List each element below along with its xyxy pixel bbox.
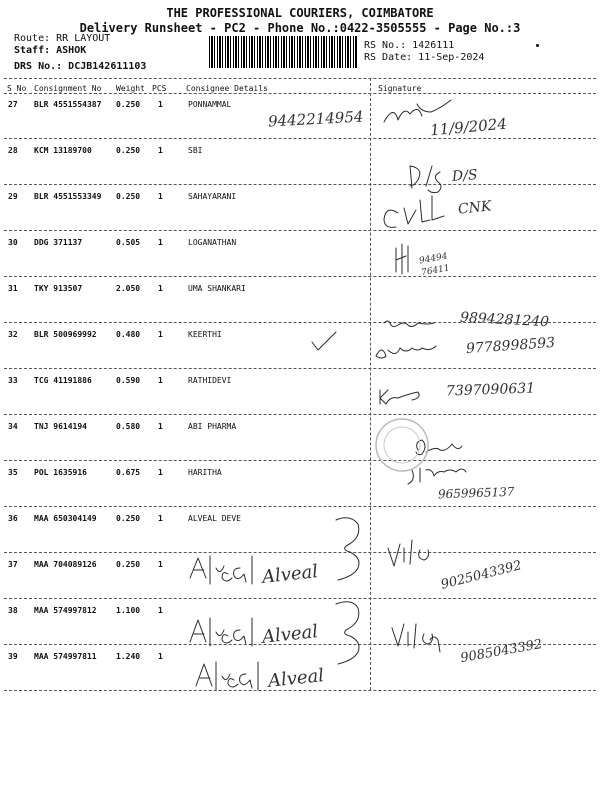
pcs-cell: 1: [158, 560, 163, 569]
pcs-cell: 1: [158, 330, 163, 339]
consignment-cell: MAA 704089126: [34, 560, 97, 569]
handwritten-name-39: Alveal: [267, 665, 326, 692]
weight-cell: 0.250: [116, 192, 141, 201]
pcs-cell: 1: [158, 468, 163, 477]
weight-cell: 1.100: [116, 606, 141, 615]
handwritten-phone-39: 9085043392: [459, 636, 544, 667]
weight-cell: 0.250: [116, 514, 141, 523]
rs-number: RS No.: 1426111: [364, 40, 455, 51]
handwritten-phone-35: 9659965137: [437, 484, 515, 502]
handwritten-phone-37: 9025043392: [439, 558, 524, 593]
weight-cell: 0.250: [116, 146, 141, 155]
consignment-cell: TKY 913507: [34, 284, 83, 293]
consignment-cell: POL 1635916: [34, 468, 87, 477]
sno-cell: 28: [8, 146, 18, 155]
consignment-cell: BLR 500969992: [34, 330, 97, 339]
consignee-cell: ABI PHARMA: [188, 422, 237, 431]
pcs-cell: 1: [158, 606, 163, 615]
consignment-cell: BLR 4551554387: [34, 100, 102, 109]
weight-cell: 0.580: [116, 422, 141, 431]
sno-cell: 36: [8, 514, 18, 523]
weight-cell: 0.480: [116, 330, 141, 339]
staff-label: Staff: ASHOK: [14, 45, 87, 56]
consignee-cell: PONNAMMAL: [188, 100, 232, 109]
handwritten-phone-32: 9778998593: [465, 334, 556, 358]
consignee-cell: LOGANATHAN: [188, 238, 237, 247]
handwritten-name-38: Alveal: [261, 621, 320, 648]
runsheet-subtitle: Delivery Runsheet - PC2 - Phone No.:0422-3505555 - Page No.:3: [79, 21, 521, 35]
sno-cell: 35: [8, 468, 18, 477]
pcs-cell: 1: [158, 376, 163, 385]
col-header-pcs: PCS: [152, 84, 167, 93]
weight-cell: 2.050: [116, 284, 141, 293]
handwritten-date-27: 11/9/2024: [429, 114, 508, 140]
route-label: Route: RR LAYOUT: [14, 33, 111, 44]
company-title: THE PROFESSIONAL COURIERS, COIMBATORE: [166, 6, 434, 20]
pcs-cell: 1: [158, 422, 163, 431]
sno-cell: 29: [8, 192, 18, 201]
pcs-cell: 1: [158, 514, 163, 523]
sno-cell: 31: [8, 284, 18, 293]
consignment-cell: MAA 574997811: [34, 652, 97, 661]
weight-cell: 0.675: [116, 468, 141, 477]
pcs-cell: 1: [158, 238, 163, 247]
sno-cell: 30: [8, 238, 18, 247]
sno-cell: 39: [8, 652, 18, 661]
pcs-cell: 1: [158, 192, 163, 201]
handwritten-name-37: Alveal: [261, 561, 320, 588]
consignment-cell: MAA 574997812: [34, 606, 97, 615]
drs-number: DRS No.: DCJB142611103: [14, 61, 147, 72]
weight-cell: 0.250: [116, 100, 141, 109]
weight-cell: 1.240: [116, 652, 141, 661]
consignee-cell: RATHIDEVI: [188, 376, 232, 385]
consignment-cell: KCM 13189700: [34, 146, 92, 155]
consignee-cell: ALVEAL DEVE: [188, 514, 241, 523]
col-header-signature: Signature: [378, 84, 422, 93]
handwritten-phone-31: 9894281240: [459, 309, 550, 331]
sno-cell: 32: [8, 330, 18, 339]
pcs-cell: 1: [158, 652, 163, 661]
consignee-cell: KEERTHI: [188, 330, 222, 339]
sno-cell: 38: [8, 606, 18, 615]
weight-cell: 0.505: [116, 238, 141, 247]
consignee-cell: SAHAYARANI: [188, 192, 237, 201]
handwritten-phone-27: 9442214954: [267, 107, 364, 131]
handwritten-note-30: 94494 76411: [418, 251, 451, 279]
rs-date: RS Date: 11-Sep-2024: [364, 52, 485, 63]
sno-cell: 27: [8, 100, 18, 109]
consignment-cell: MAA 650304149: [34, 514, 97, 523]
sno-cell: 37: [8, 560, 18, 569]
consignment-cell: TCG 41191886: [34, 376, 92, 385]
col-header-consignee: Consignee Details: [186, 84, 268, 93]
sno-cell: 33: [8, 376, 18, 385]
weight-cell: 0.590: [116, 376, 141, 385]
pcs-cell: 1: [158, 284, 163, 293]
consignee-cell: HARITHA: [188, 468, 222, 477]
consignee-cell: UMA SHANKARI: [188, 284, 246, 293]
handwritten-phone-33: 7397090631: [445, 380, 536, 400]
handwritten-note-29: CNK: [457, 198, 493, 218]
weight-cell: 0.250: [116, 560, 141, 569]
pcs-cell: 1: [158, 146, 163, 155]
pcs-cell: 1: [158, 100, 163, 109]
col-header-sno: S No: [7, 84, 27, 93]
handwritten-note-28: D/S: [451, 167, 479, 185]
col-header-consignment: Consignment No: [34, 84, 102, 93]
col-header-weight: Weight: [116, 84, 145, 93]
sno-cell: 34: [8, 422, 18, 431]
consignment-cell: DDG 371137: [34, 238, 83, 247]
consignee-cell: SBI: [188, 146, 203, 155]
consignment-cell: BLR 4551553349: [34, 192, 102, 201]
consignment-cell: TNJ 9614194: [34, 422, 87, 431]
